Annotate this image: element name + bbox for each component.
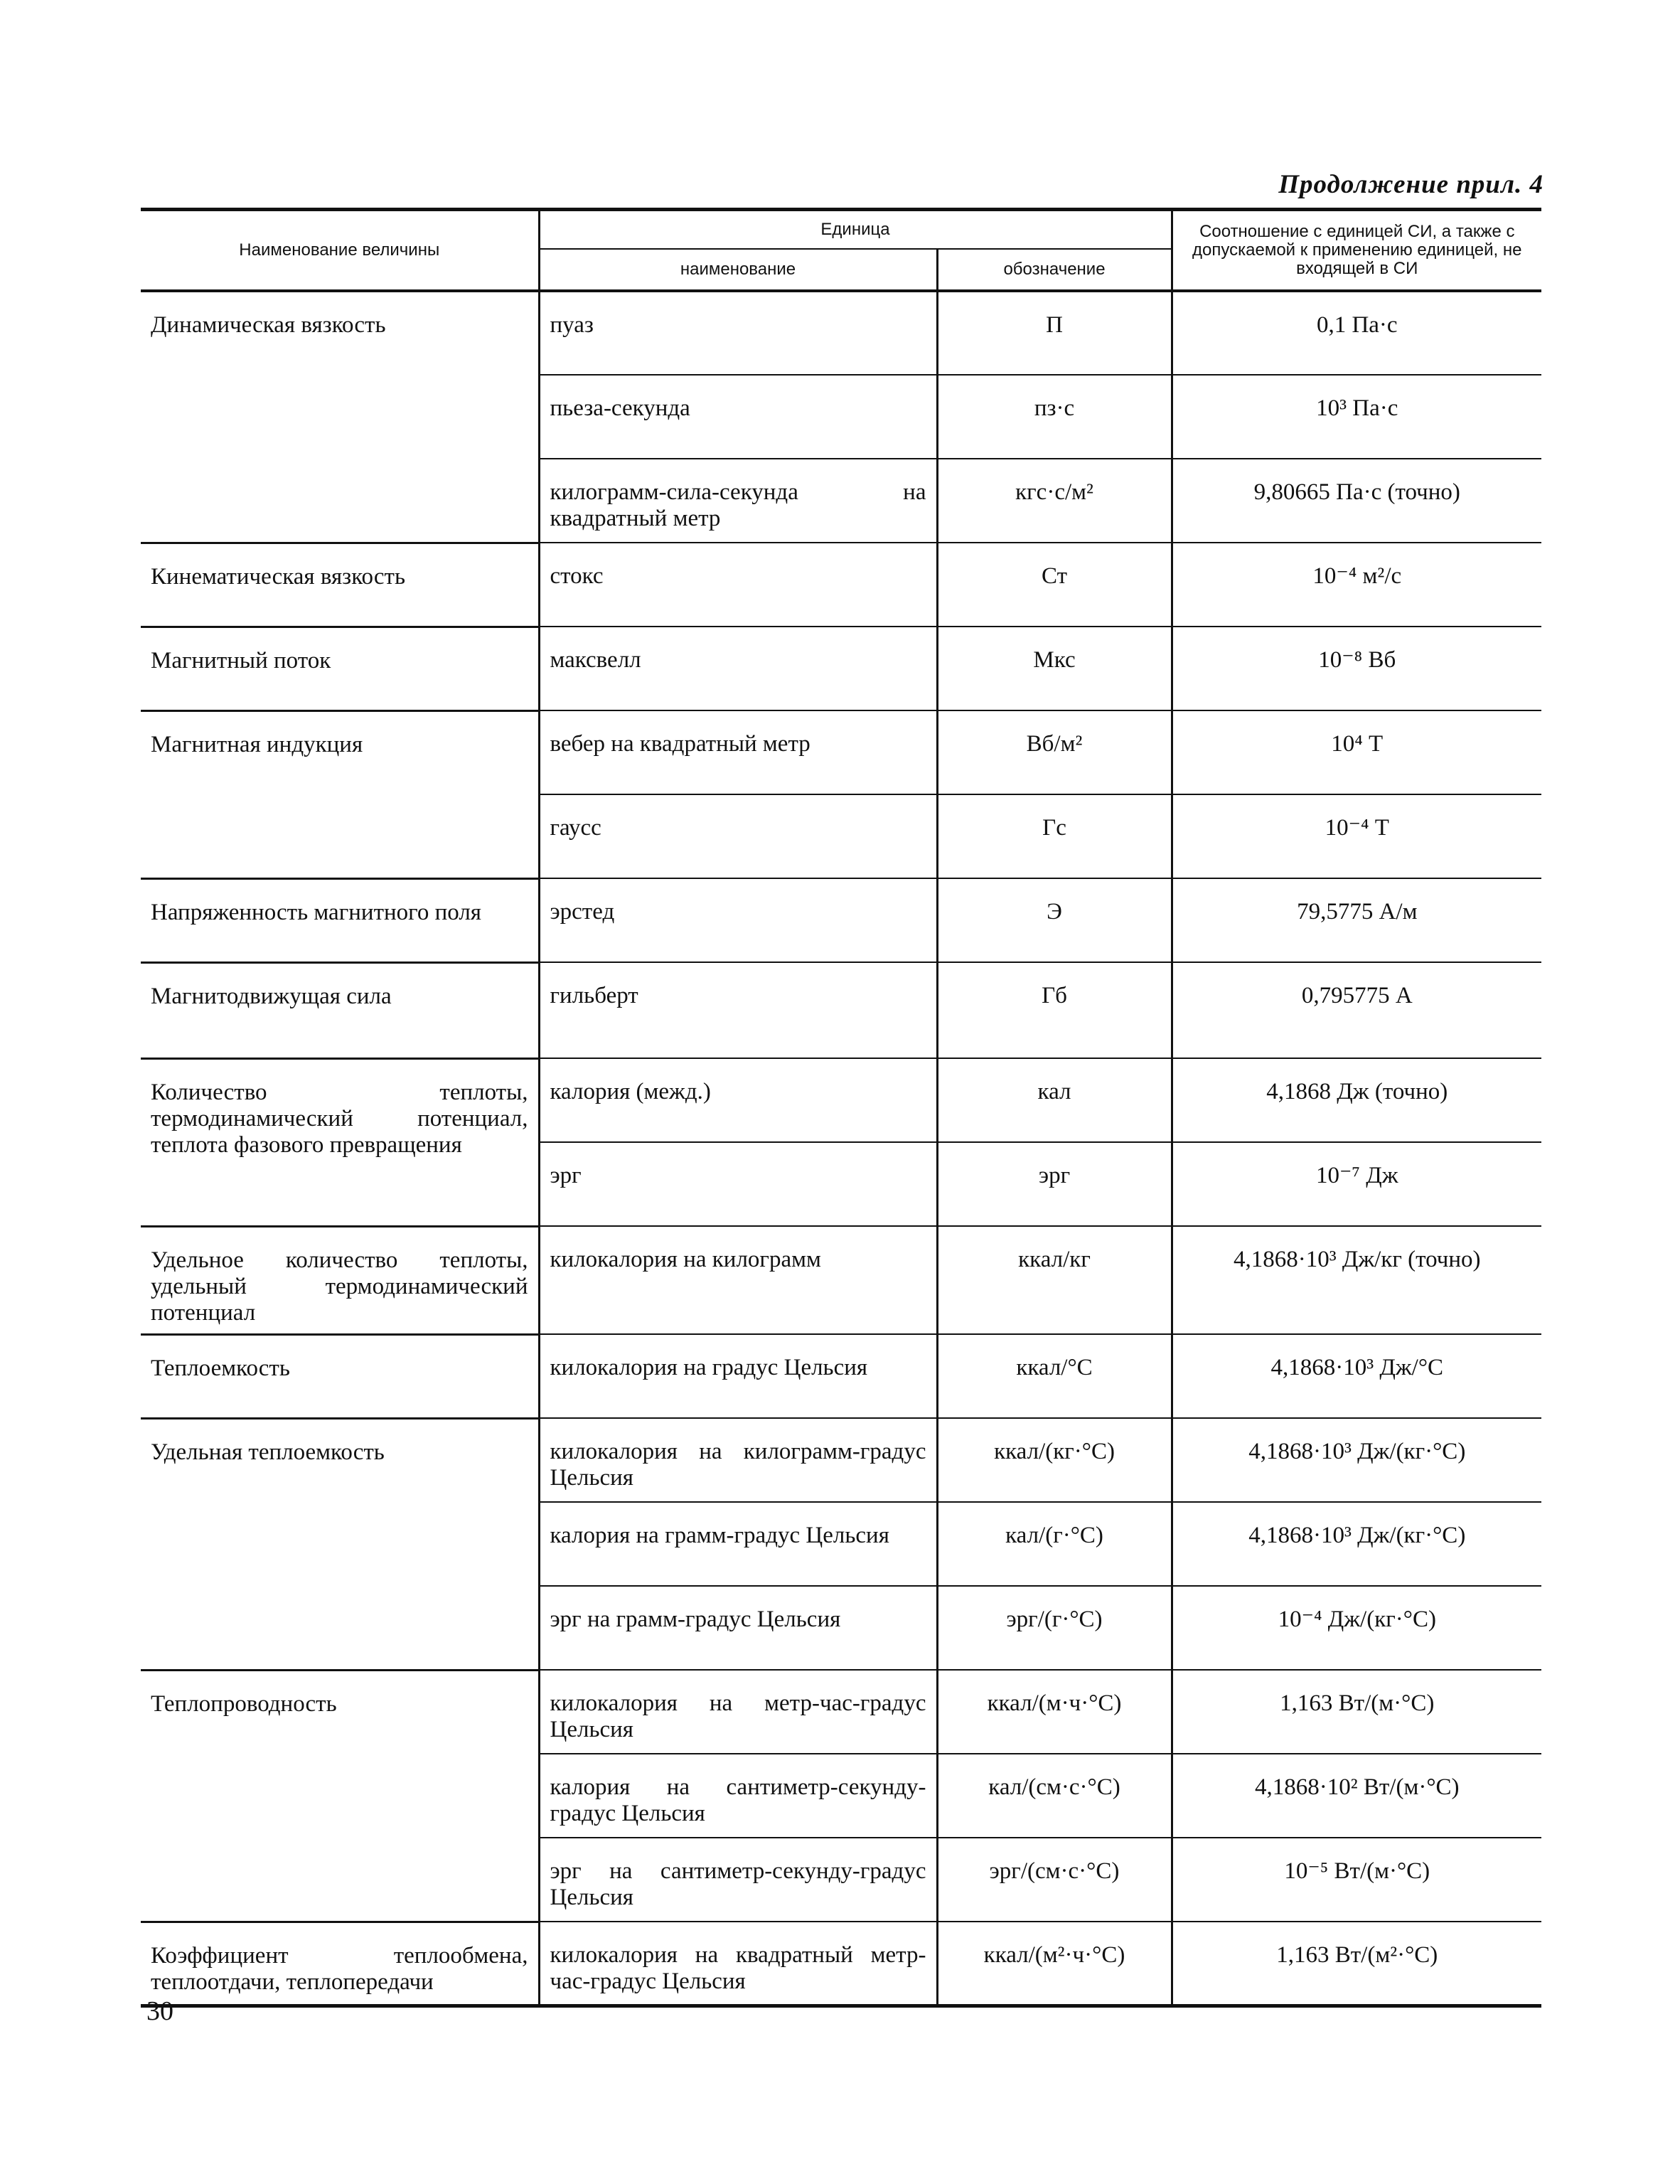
unit-symbol-cell: эрг/(см·с·°С): [937, 1838, 1172, 1922]
unit-name-cell: стокс: [539, 543, 937, 627]
relation-cell: 10⁻⁴ Т: [1172, 794, 1541, 878]
header-unit-symbol: обозначение: [937, 249, 1172, 291]
quantity-cell: Магнитодвижущая сила: [141, 962, 539, 1058]
unit-name-cell: килограмм-сила-секунда на квадратный метр: [539, 459, 937, 543]
table-row: [141, 1058, 1541, 1142]
quantity-cell: Магнитный поток: [141, 627, 539, 710]
unit-name-cell: килокалория на градус Цельсия: [539, 1334, 937, 1418]
relation-cell: 10³ Па·с: [1172, 375, 1541, 459]
table-row: [141, 1670, 1541, 1754]
unit-symbol-cell: ккал/(кг·°С): [937, 1418, 1172, 1502]
quantity-cell: Динамическая вязкость: [141, 291, 539, 543]
table-row: [141, 1922, 1541, 2005]
unit-symbol-cell: пз·с: [937, 375, 1172, 459]
unit-name-cell: гаусс: [539, 794, 937, 878]
unit-symbol-cell: Э: [937, 878, 1172, 962]
unit-symbol-cell: кал/(г·°С): [937, 1502, 1172, 1586]
relation-cell: 4,1868·10³ Дж/(кг·°С): [1172, 1502, 1541, 1586]
relation-cell: 4,1868·10³ Дж/°С: [1172, 1334, 1541, 1418]
unit-name-cell: килокалория на метр-час-градус Цельсия: [539, 1670, 937, 1754]
relation-cell: 4,1868·10² Вт/(м·°С): [1172, 1754, 1541, 1838]
unit-symbol-cell: Гс: [937, 794, 1172, 878]
table-body: [141, 291, 1541, 2005]
relation-cell: 1,163 Вт/(м·°С): [1172, 1670, 1541, 1754]
quantity-cell: Количество теплоты, термодинамический потенциал, теплота фазового превращения: [141, 1058, 539, 1226]
relation-cell: 10⁻⁵ Вт/(м·°С): [1172, 1838, 1541, 1922]
unit-name-cell: вебер на квадратный метр: [539, 710, 937, 794]
relation-cell: 9,80665 Па·с (точно): [1172, 459, 1541, 543]
unit-symbol-cell: кал/(см·с·°С): [937, 1754, 1172, 1838]
unit-name-cell: килокалория на килограмм: [539, 1226, 937, 1334]
unit-symbol-cell: Мкс: [937, 627, 1172, 710]
unit-symbol-cell: Гб: [937, 962, 1172, 1058]
quantity-cell: Кинематическая вязкость: [141, 543, 539, 627]
unit-symbol-cell: Вб/м²: [937, 710, 1172, 794]
unit-name-cell: килокалория на килограмм-градус Цельсия: [539, 1418, 937, 1502]
unit-name-cell: гильберт: [539, 962, 937, 1058]
units-table: [141, 208, 1541, 2008]
unit-name-cell: килокалория на квадратный метр-час-градус Цельсия: [539, 1922, 937, 2005]
relation-cell: 79,5775 А/м: [1172, 878, 1541, 962]
header-unit-name: наименование: [539, 249, 937, 291]
unit-symbol-cell: кгс·с/м²: [937, 459, 1172, 543]
relation-cell: 10⁻⁸ Вб: [1172, 627, 1541, 710]
relation-cell: 4,1868·10³ Дж/кг (точно): [1172, 1226, 1541, 1334]
quantity-cell: Напряженность магнитного поля: [141, 878, 539, 962]
table-row: [141, 962, 1541, 1058]
unit-symbol-cell: П: [937, 291, 1172, 375]
unit-symbol-cell: ккал/(м²·ч·°С): [937, 1922, 1172, 2005]
table-row: [141, 710, 1541, 794]
continuation-label: Продолжение прил. 4: [1278, 170, 1543, 199]
relation-cell: 10⁻⁴ м²/с: [1172, 543, 1541, 627]
unit-name-cell: калория (межд.): [539, 1058, 937, 1142]
unit-symbol-cell: эрг/(г·°С): [937, 1586, 1172, 1670]
header-unit: Единица: [539, 210, 1172, 250]
quantity-cell: Удельная теплоемкость: [141, 1418, 539, 1670]
table-row: [141, 1418, 1541, 1502]
quantity-cell: Удельное количество теплоты, удельный термодинамический потенциал: [141, 1226, 539, 1334]
header-relation: Соотношение с единицей СИ, а также с допускаемой к применению единицей, не входящей в СИ: [1172, 210, 1541, 292]
unit-symbol-cell: Ст: [937, 543, 1172, 627]
unit-name-cell: калория на сантиметр-секунду-градус Цельсия: [539, 1754, 937, 1838]
table-row: [141, 291, 1541, 375]
unit-symbol-cell: ккал/(м·ч·°С): [937, 1670, 1172, 1754]
table-row: [141, 1334, 1541, 1418]
table-row: [141, 627, 1541, 710]
quantity-cell: Теплопроводность: [141, 1670, 539, 1922]
unit-name-cell: эрг: [539, 1142, 937, 1226]
unit-symbol-cell: ккал/кг: [937, 1226, 1172, 1334]
relation-cell: 4,1868·10³ Дж/(кг·°С): [1172, 1418, 1541, 1502]
unit-name-cell: максвелл: [539, 627, 937, 710]
relation-cell: 10⁻⁴ Дж/(кг·°С): [1172, 1586, 1541, 1670]
quantity-cell: Коэффициент теплообмена, теплоотдачи, теплопередачи: [141, 1922, 539, 2005]
unit-name-cell: пьеза-секунда: [539, 375, 937, 459]
table-header: [141, 210, 1541, 292]
relation-cell: 0,1 Па·с: [1172, 291, 1541, 375]
unit-symbol-cell: эрг: [937, 1142, 1172, 1226]
relation-cell: 10⁻⁷ Дж: [1172, 1142, 1541, 1226]
quantity-cell: Теплоемкость: [141, 1334, 539, 1418]
header-quantity: Наименование величины: [141, 210, 539, 292]
page-number: 30: [146, 1996, 173, 2026]
relation-cell: 0,795775 А: [1172, 962, 1541, 1058]
quantity-cell: Магнитная индукция: [141, 710, 539, 878]
table-row: [141, 878, 1541, 962]
unit-symbol-cell: кал: [937, 1058, 1172, 1142]
unit-name-cell: пуаз: [539, 291, 937, 375]
unit-name-cell: калория на грамм-градус Цельсия: [539, 1502, 937, 1586]
relation-cell: 10⁴ Т: [1172, 710, 1541, 794]
unit-name-cell: эрг на сантиметр-секунду-градус Цельсия: [539, 1838, 937, 1922]
unit-name-cell: эрстед: [539, 878, 937, 962]
relation-cell: 4,1868 Дж (точно): [1172, 1058, 1541, 1142]
relation-cell: 1,163 Вт/(м²·°С): [1276, 1942, 1438, 1968]
unit-symbol-cell: ккал/°С: [937, 1334, 1172, 1418]
table-row: [141, 543, 1541, 627]
unit-name-cell: эрг на грамм-градус Цельсия: [539, 1586, 937, 1670]
table-row: [141, 1226, 1541, 1334]
